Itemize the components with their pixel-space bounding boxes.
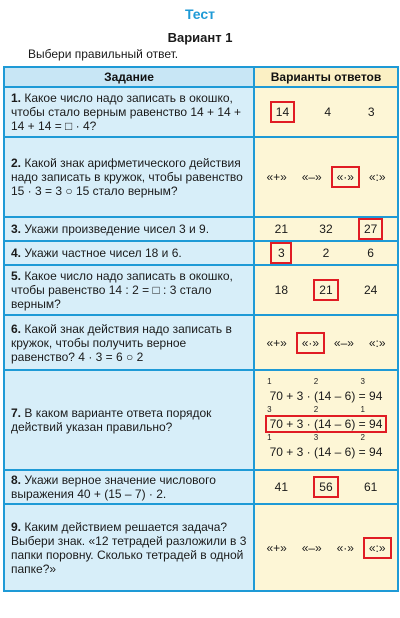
answer-option[interactable]: 2 [322, 246, 330, 260]
answer-option[interactable]: «–» [301, 540, 322, 555]
question-text: Какой знак арифметического действия надо записать в кружок, чтобы равенство 15 · 3 = 3 ○ 15 стало верным? [11, 156, 243, 198]
answer-options [259, 476, 393, 498]
question-cell [4, 217, 254, 241]
answer-option-selected[interactable]: «·» [296, 332, 325, 354]
instruction-text: Выбери правильный ответ. [28, 47, 179, 61]
question-number: 3. [11, 222, 22, 236]
question-number: 1. [11, 91, 22, 105]
operation-order-marks: 1 2 3 [267, 377, 385, 386]
answer-option[interactable]: «–» [333, 335, 354, 350]
answer-options [259, 242, 393, 264]
question-row [4, 470, 398, 504]
answer-option[interactable]: «:» [368, 335, 386, 350]
column-header-task: Задание [4, 67, 254, 87]
question-cell [4, 265, 254, 315]
answer-option-selected[interactable]: «:» [363, 537, 392, 559]
answer-cell [254, 470, 398, 504]
answer-option[interactable]: 41 [274, 480, 288, 494]
question-text: Какой знак действия надо записать в кружок, чтобы получить верное равенство? 4 · 3 = 6 ○ 2 [11, 321, 232, 364]
operation-order-marks: 3 2 1 [267, 405, 385, 414]
answer-option-selected[interactable]: 70 + 3 · (14 – 6) = 94 [265, 415, 388, 433]
answer-option[interactable]: 24 [363, 283, 378, 297]
answer-option[interactable]: «+» [266, 170, 287, 184]
question-number: 8. [11, 473, 22, 487]
question-cell [4, 370, 254, 470]
question-number: 4. [11, 246, 22, 260]
question-text: Каким действием решается задача? Выбери знак. «12 тетрадей разложили в 3 папки поровну. Сколько тетрадей в одной папке?» [11, 519, 247, 576]
answer-option-selected[interactable]: 21 [313, 279, 338, 301]
question-row [4, 217, 398, 241]
answer-options [259, 332, 393, 354]
answer-options [259, 279, 393, 301]
test-title: Тест [184, 6, 216, 22]
answer-option[interactable]: 21 [274, 222, 288, 236]
answer-option[interactable]: 18 [274, 283, 288, 297]
question-row [4, 87, 398, 137]
question-cell [4, 241, 254, 265]
question-row [4, 370, 398, 470]
question-text: В каком варианте ответа порядок действий указан правильно? [11, 406, 212, 434]
column-header-answers: Варианты ответов [254, 67, 398, 87]
answer-option[interactable]: 70 + 3 · (14 – 6) = 94 [269, 389, 383, 403]
answer-cell [254, 217, 398, 241]
answer-cell [254, 504, 398, 591]
question-row [4, 315, 398, 370]
answer-option[interactable]: «–» [301, 170, 322, 184]
question-text: Какое число надо записать в окошко, чтобы стало верным равенство 14 + 14 + 14 + 14 = □ · 4? [11, 91, 242, 133]
answer-cell [254, 315, 398, 370]
answer-option[interactable]: 4 [324, 105, 332, 119]
question-row [4, 137, 398, 217]
answer-cell [254, 137, 398, 217]
question-number: 7. [11, 406, 22, 420]
question-cell [4, 87, 254, 137]
question-text: Укажи произведение чисел 3 и 9. [24, 222, 210, 236]
answer-option-selected[interactable]: 56 [313, 476, 338, 498]
question-number: 2. [11, 156, 22, 170]
answer-option[interactable]: 61 [363, 480, 378, 494]
question-number: 9. [11, 519, 22, 534]
question-row [4, 265, 398, 315]
question-cell [4, 137, 254, 217]
answer-cell [254, 87, 398, 137]
answer-option-selected[interactable]: 27 [358, 218, 383, 240]
answer-option[interactable]: 6 [367, 246, 374, 260]
answer-options [259, 101, 393, 123]
answer-option[interactable]: «:» [368, 170, 386, 184]
answer-option-selected[interactable]: 14 [270, 101, 295, 123]
answer-option[interactable]: 3 [367, 105, 375, 119]
question-cell [4, 470, 254, 504]
answer-option-selected[interactable]: 3 [270, 242, 292, 264]
question-row [4, 241, 398, 265]
question-text: Укажи верное значение числового выражения 40 + (15 – 7) · 2. [11, 473, 216, 501]
question-cell [4, 504, 254, 591]
answer-option[interactable]: «+» [266, 540, 287, 555]
questions-body [4, 87, 398, 591]
answer-option[interactable]: 70 + 3 · (14 – 6) = 94 [269, 445, 383, 459]
answer-cell [254, 370, 398, 470]
question-text: Укажи частное чисел 18 и 6. [24, 246, 182, 260]
answer-cell [254, 265, 398, 315]
answer-option[interactable]: 32 [319, 222, 333, 236]
question-row [4, 504, 398, 591]
question-number: 5. [11, 269, 22, 283]
quiz-table [3, 66, 399, 592]
answer-option[interactable]: «+» [266, 335, 287, 350]
answer-option[interactable]: «·» [336, 540, 354, 555]
answer-option-selected[interactable]: «·» [331, 166, 360, 188]
question-number: 6. [11, 321, 22, 336]
expression-options [259, 378, 393, 462]
question-text: Какое число надо записать в окошко, чтобы равенство 14 : 2 = □ : 3 стало верным? [11, 269, 233, 311]
variant-heading: Вариант 1 [167, 30, 233, 45]
question-cell [4, 315, 254, 370]
operation-order-marks: 1 3 2 [267, 433, 385, 442]
answer-cell [254, 241, 398, 265]
answer-options [259, 537, 393, 559]
answer-options [259, 218, 393, 240]
answer-options [259, 166, 393, 188]
